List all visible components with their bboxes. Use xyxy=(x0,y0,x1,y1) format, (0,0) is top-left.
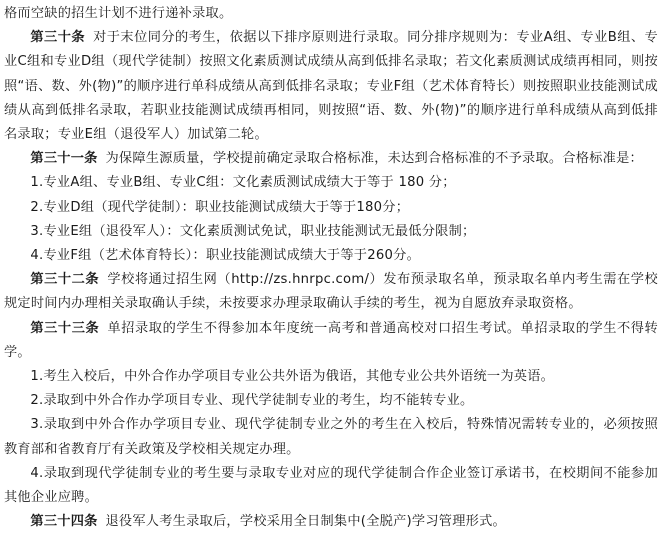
article-32-text: 学校将通过招生网（http://zs.hnrpc.com/）发布预录取名单，预录取名单内考生需在学校规定时间内办理相关录取确认手续，未按要求办理录取确认手续的考生，视为自愿放弃录取资格。 xyxy=(4,272,658,312)
article-31-item-4: 4.专业F组（艺术体育特长）：职业技能测试成绩大于等于260分。 xyxy=(30,248,421,264)
intro-tail-paragraph: 格而空缺的招生计划不进行递补录取。 xyxy=(4,6,233,21)
article-31-text: 为保障生源质量，学校提前确定录取合格标准，未达到合格标准的不予录取。合格标准是： xyxy=(105,151,643,167)
article-33-item-3: 3.录取到中外合作办学项目专业、现代学徒制专业之外的考生在入校后，特殊情况需转专业的，必须按照教育部和省教育厅有关政策及学校相关规定办理。 xyxy=(4,417,658,457)
article-31-title: 第三十一条 xyxy=(30,151,98,167)
article-34-title: 第三十四条 xyxy=(30,514,98,530)
article-30-title: 第三十条 xyxy=(30,30,85,46)
article-33-item-1: 1.考生入校后，中外合作办学项目专业公共外语为俄语，其他专业公共外语统一为英语。 xyxy=(30,369,555,385)
article-31 xyxy=(4,147,658,171)
article-33-title: 第三十三条 xyxy=(30,320,100,336)
article-30-text: 对于末位同分的考生，依据以下排序原则进行录取。同分排序规则为：专业A组、专业B组、专业C组和专业D组（现代学徒制）按照文化素质测试成绩从高到低排名录取；若文化素质测试成绩再相同，则按照“语、数、外(物)”的顺序进行单科成绩从高到低排名录取；专业F组（艺术体育特长）则按照职业技能测试成绩从高到低排名录取，若职业技能测试成绩再相同，则按照“语、数、外(物)”的顺序进行单科成绩从高到低排名录取；专业E组（退役军人）加试第二轮。 xyxy=(4,30,658,143)
article-33-item-4: 4.录取到现代学徒制专业的考生要与录取专业对应的现代学徒制合作企业签订承诺书，在校期间不能参加其他企业应聘。 xyxy=(4,465,658,506)
article-33-text: 单招录取的学生不得参加本年度统一高考和普通高校对口招生考试。单招录取的学生不得转学。 xyxy=(4,320,658,360)
article-34 xyxy=(4,510,658,534)
article-31-item-3: 3.专业E组（退役军人）：文化素质测试免试，职业技能测试无最低分限制； xyxy=(30,223,476,239)
article-33-item-2: 2.录取到中外合作办学项目专业、现代学徒制专业的考生，均不能转专业。 xyxy=(30,393,474,409)
article-30 xyxy=(4,26,658,147)
article-34-text: 退役军人考生录取后，学校采用全日制集中(全脱产)学习管理形式。 xyxy=(105,514,506,530)
article-32 xyxy=(4,268,658,316)
article-31-item-2: 2.专业D组（现代学徒制）：职业技能测试成绩大于等于180分； xyxy=(30,199,410,215)
article-33 xyxy=(4,317,658,365)
article-31-item-1: 1.专业A组、专业B组、专业C组：文化素质测试成绩大于等于 180 分； xyxy=(30,175,456,191)
article-32-title: 第三十二条 xyxy=(30,272,100,288)
